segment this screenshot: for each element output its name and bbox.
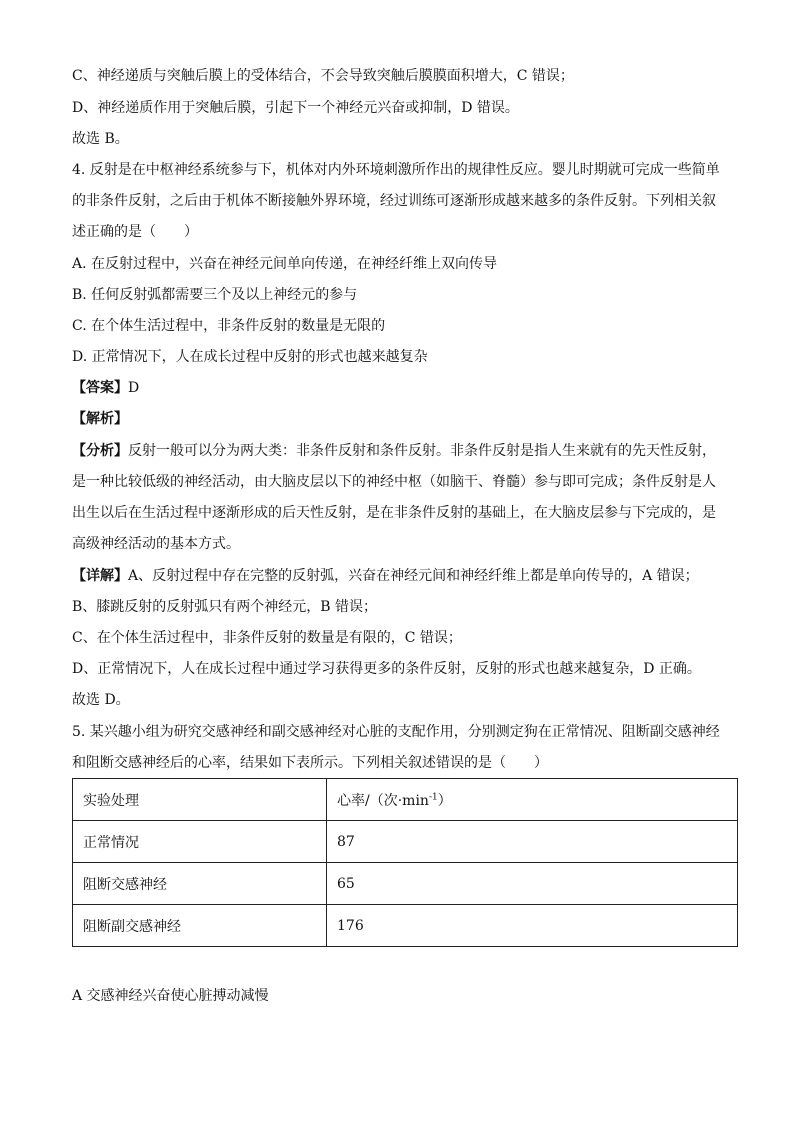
question-4-stem: 4. 反射是在中枢神经系统参与下，机体对内外环境刺激所作出的规律性反应。婴儿时期就可完成一些简单 [72, 162, 720, 178]
table-cell: 65 [327, 863, 738, 905]
text-line: D、神经递质作用于突触后膜，引起下一个神经元兴奋或抑制，D 错误。 [72, 100, 519, 116]
table-header-row [73, 779, 738, 821]
header-unit-sup: -1 [428, 791, 438, 802]
detail-line: D、正常情况下，人在成长过程中通过学习获得更多的条件反射，反射的形式也越来越复杂，D 正确。 [72, 661, 701, 677]
question-5-stem: 和阻断交感神经后的心率，结果如下表所示。下列相关叙述错误的是（ ） [72, 755, 548, 771]
analysis-line: 是一种比较低级的神经活动，由大脑皮层以下的神经中枢（如脑干、脊髓）参与即可完成；条件反射是人 [72, 474, 716, 490]
table-cell: 阻断副交感神经 [73, 905, 327, 947]
analysis-line [72, 441, 732, 461]
answer-tag: 【答案】 [72, 380, 128, 396]
fenxi-tag: 【分析】 [72, 443, 128, 459]
detail-line: B、膝跳反射的反射弧只有两个神经元，B 错误； [72, 599, 378, 615]
heart-rate-table [72, 778, 738, 947]
xiangjie-tag: 【详解】 [72, 568, 128, 584]
table-header-cell: 实验处理 [73, 779, 327, 821]
option-d: D. 正常情况下，人在成长过程中反射的形式也越来越复杂 [72, 349, 428, 365]
detail-text: A、反射过程中存在完整的反射弧，兴奋在神经元间和神经纤维上都是单向传导的，A 错误； [128, 568, 699, 584]
header-unit-text: 心率/（次·min [337, 792, 429, 809]
option-c: C. 在个体生活过程中，非条件反射的数量是无限的 [72, 318, 386, 334]
text-line: C、神经递质与突触后膜上的受体结合，不会导致突触后膜膜面积增大，C 错误； [72, 68, 574, 84]
table-row [73, 863, 738, 905]
fenxi-text: 反射一般可以分为两大类：非条件反射和条件反射。非条件反射是指人生来就有的先天性反射， [128, 443, 716, 459]
text-line: 故选 B。 [72, 131, 129, 147]
table-cell: 阻断交感神经 [73, 863, 327, 905]
detail-line [72, 566, 732, 586]
header-unit-end: ） [437, 792, 452, 809]
detail-line: 故选 D。 [72, 692, 130, 708]
analysis-line: 高级神经活动的基本方式。 [72, 536, 240, 552]
answer-line [72, 378, 732, 398]
table-cell: 正常情况 [73, 821, 327, 863]
answer-value: D [128, 380, 140, 396]
detail-line: C、在个体生活过程中，非条件反射的数量是有限的，C 错误； [72, 630, 462, 646]
question-5-option-a: A 交感神经兴奋使心脏搏动减慢 [72, 988, 269, 1004]
analysis-tag: 【解析】 [72, 411, 128, 427]
table-cell: 87 [327, 821, 738, 863]
table-row [73, 821, 738, 863]
table-header-cell [327, 779, 738, 821]
question-4-stem: 的非条件反射，之后由于机体不断接触外界环境，经过训练可逐渐形成越来越多的条件反射。下列相关叙 [72, 193, 716, 209]
question-5-stem: 5. 某兴趣小组为研究交感神经和副交感神经对心脏的支配作用，分别测定狗在正常情况、阻断副交感神经 [72, 724, 720, 740]
option-b: B. 任何反射弧都需要三个及以上神经元的参与 [72, 287, 358, 303]
option-a: A. 在反射过程中，兴奋在神经元间单向传递，在神经纤维上双向传导 [72, 256, 498, 272]
table-row [73, 905, 738, 947]
analysis-line: 出生以后在生活过程中逐渐形成的后天性反射，是在非条件反射的基础上，在大脑皮层参与下完成的，是 [72, 505, 716, 521]
table-cell: 176 [327, 905, 738, 947]
question-4-stem: 述正确的是（ ） [72, 224, 198, 240]
